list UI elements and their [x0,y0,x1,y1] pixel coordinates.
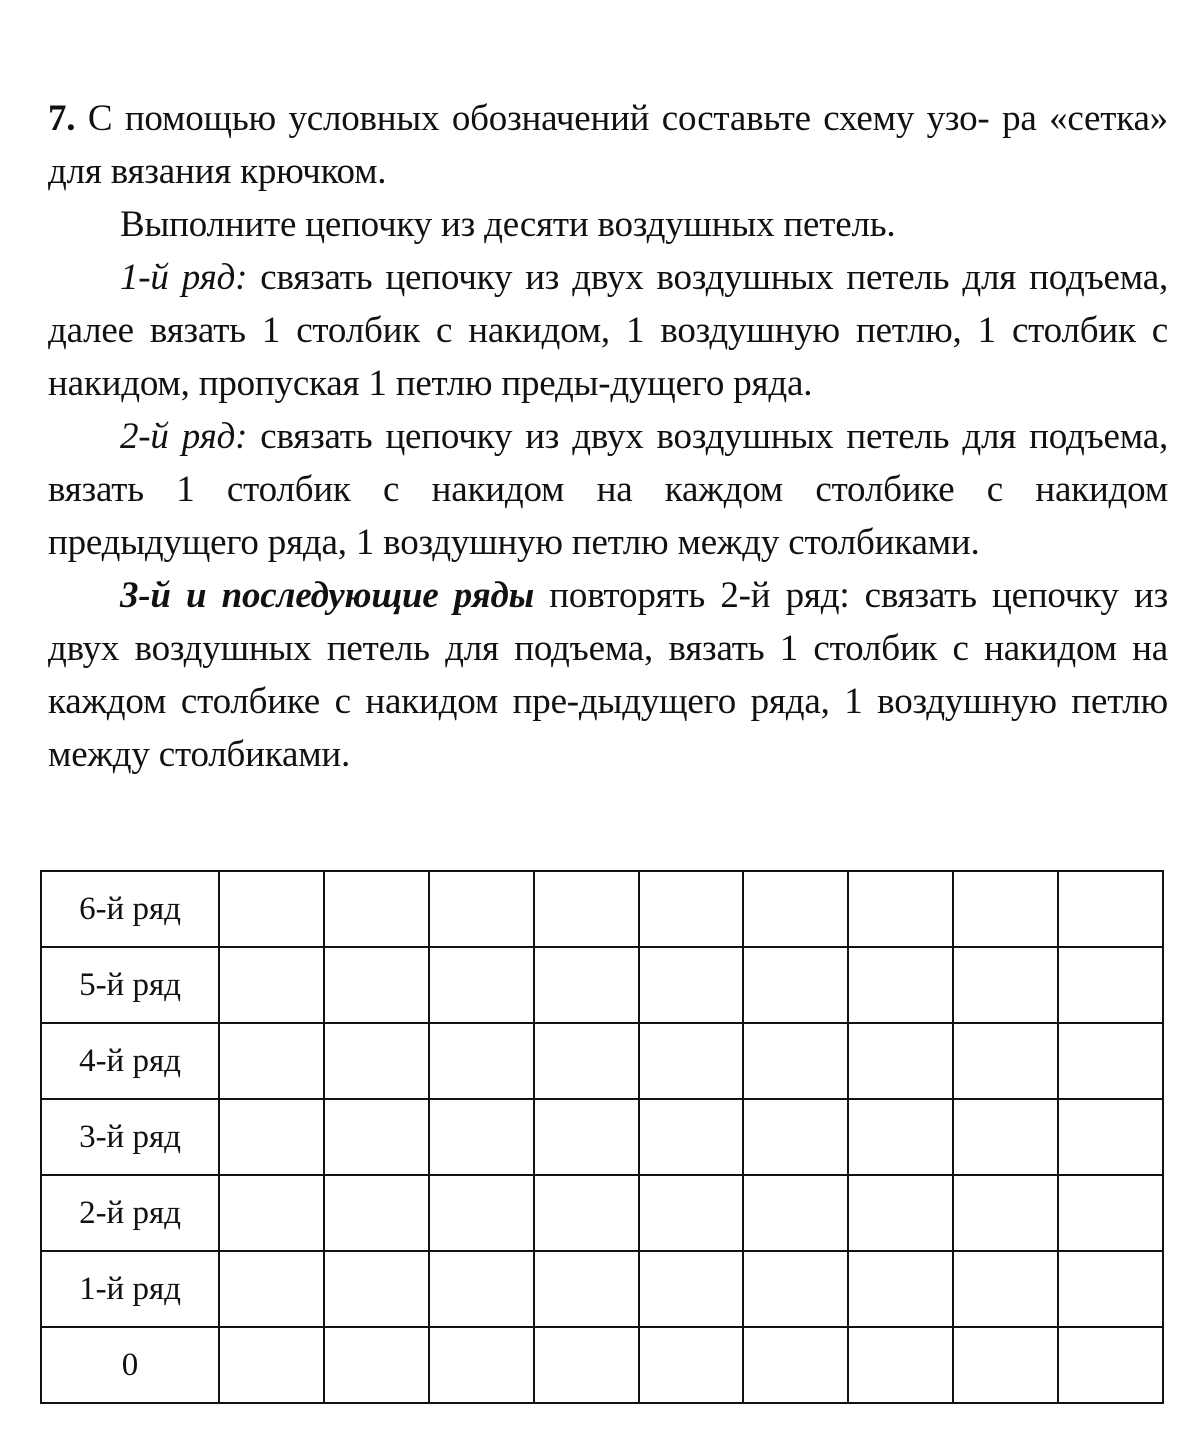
grid-row [41,1099,1163,1175]
grid-cell[interactable] [219,947,324,1023]
row-label: 2-й ряд [41,1175,219,1251]
grid-cell[interactable] [639,1099,744,1175]
grid-cell[interactable] [534,1327,639,1403]
grid-cell[interactable] [743,871,848,947]
grid-cell[interactable] [429,1023,534,1099]
grid-cell[interactable] [429,1251,534,1327]
grid-cell[interactable] [1058,1099,1163,1175]
row-label: 0 [41,1327,219,1403]
row1-instruction [48,251,1168,410]
grid-cell[interactable] [534,1175,639,1251]
grid-cell[interactable] [743,947,848,1023]
grid-cell[interactable] [743,1327,848,1403]
grid-cell[interactable] [324,1251,429,1327]
grid-cell[interactable] [219,871,324,947]
grid-cell[interactable] [429,1175,534,1251]
grid-cell[interactable] [639,1251,744,1327]
chain-instruction: Выполните цепочку из десяти воздушных петель. [120,204,896,245]
grid-cell[interactable] [219,1251,324,1327]
grid-cell[interactable] [534,1251,639,1327]
row2-label: 2-й ряд: [120,416,248,457]
grid-cell[interactable] [324,947,429,1023]
row-label: 5-й ряд [41,947,219,1023]
grid-cell[interactable] [953,1251,1058,1327]
grid-cell[interactable] [219,1099,324,1175]
row-label: 3-й ряд [41,1099,219,1175]
grid-row [41,1327,1163,1403]
row3-instruction [48,569,1168,781]
grid-cell[interactable] [534,947,639,1023]
task-intro-line1: С помощью условных обозначений составьте схему узо- [87,98,990,139]
row-label: 1-й ряд [41,1251,219,1327]
grid-cell[interactable] [534,1099,639,1175]
grid-cell[interactable] [639,1023,744,1099]
grid-cell[interactable] [1058,947,1163,1023]
grid-cell[interactable] [848,947,953,1023]
grid-cell[interactable] [1058,1327,1163,1403]
grid-cell[interactable] [429,1099,534,1175]
row1-label: 1-й ряд: [120,257,248,298]
grid-cell[interactable] [1058,1175,1163,1251]
grid-cell[interactable] [953,871,1058,947]
grid-cell[interactable] [429,1327,534,1403]
grid-cell[interactable] [324,871,429,947]
grid-cell[interactable] [219,1327,324,1403]
grid-row [41,871,1163,947]
task-text [48,92,1168,781]
grid-cell[interactable] [953,1175,1058,1251]
grid-cell[interactable] [219,1175,324,1251]
grid-cell[interactable] [743,1251,848,1327]
grid-cell[interactable] [639,1175,744,1251]
grid-cell[interactable] [848,1099,953,1175]
row2-text: связать цепочку из двух воздушных петель для подъема, вязать 1 столбик с накидом на каждом столбике с накидом предыдущего ряда, 1 воздушную петлю между столбиками. [48,416,1168,563]
grid-cell[interactable] [324,1175,429,1251]
grid-cell[interactable] [1058,1023,1163,1099]
grid-cell[interactable] [639,947,744,1023]
row-label: 4-й ряд [41,1023,219,1099]
grid-cell[interactable] [848,1175,953,1251]
grid-cell[interactable] [429,871,534,947]
grid-cell[interactable] [639,1327,744,1403]
grid-cell[interactable] [639,871,744,947]
grid-cell[interactable] [743,1023,848,1099]
grid-row [41,1175,1163,1251]
grid-cell[interactable] [324,1327,429,1403]
grid-cell[interactable] [953,1327,1058,1403]
pattern-grid [40,870,1164,1404]
grid-cell[interactable] [1058,871,1163,947]
grid-cell[interactable] [848,1251,953,1327]
grid-cell[interactable] [953,1099,1058,1175]
task-intro-line2: ра «сетка» для вязания крючком. [48,98,1168,192]
grid-cell[interactable] [1058,1251,1163,1327]
grid-cell[interactable] [324,1099,429,1175]
task-intro [48,92,1168,198]
row-label: 6-й ряд [41,871,219,947]
grid-cell[interactable] [429,947,534,1023]
row2-instruction [48,410,1168,569]
grid-cell[interactable] [534,871,639,947]
row3-text: повторять 2-й ряд: связать цепочку из двух воздушных петель для подъема, вязать 1 столбик с накидом на каждом столбике с накидом пре-дыдущего ряда, 1 воздушную петлю между столбиками. [48,575,1168,775]
row3-label: 3-й и последующие ряды [120,575,535,616]
grid-cell[interactable] [743,1099,848,1175]
row1-text: связать цепочку из двух воздушных петель для подъема, далее вязать 1 столбик с накидом, 1 воздушную петлю, 1 столбик с накидом, пропуская 1 петлю преды-дущего ряда. [48,257,1168,404]
grid-cell[interactable] [743,1175,848,1251]
grid-cell[interactable] [848,1327,953,1403]
grid-row [41,1023,1163,1099]
grid-cell[interactable] [953,947,1058,1023]
grid-cell[interactable] [324,1023,429,1099]
grid-cell[interactable] [848,1023,953,1099]
grid-cell[interactable] [953,1023,1058,1099]
grid-cell[interactable] [219,1023,324,1099]
grid-row [41,1251,1163,1327]
grid-cell[interactable] [848,871,953,947]
grid-cell[interactable] [534,1023,639,1099]
task-number: 7. [48,98,76,139]
grid-row [41,947,1163,1023]
